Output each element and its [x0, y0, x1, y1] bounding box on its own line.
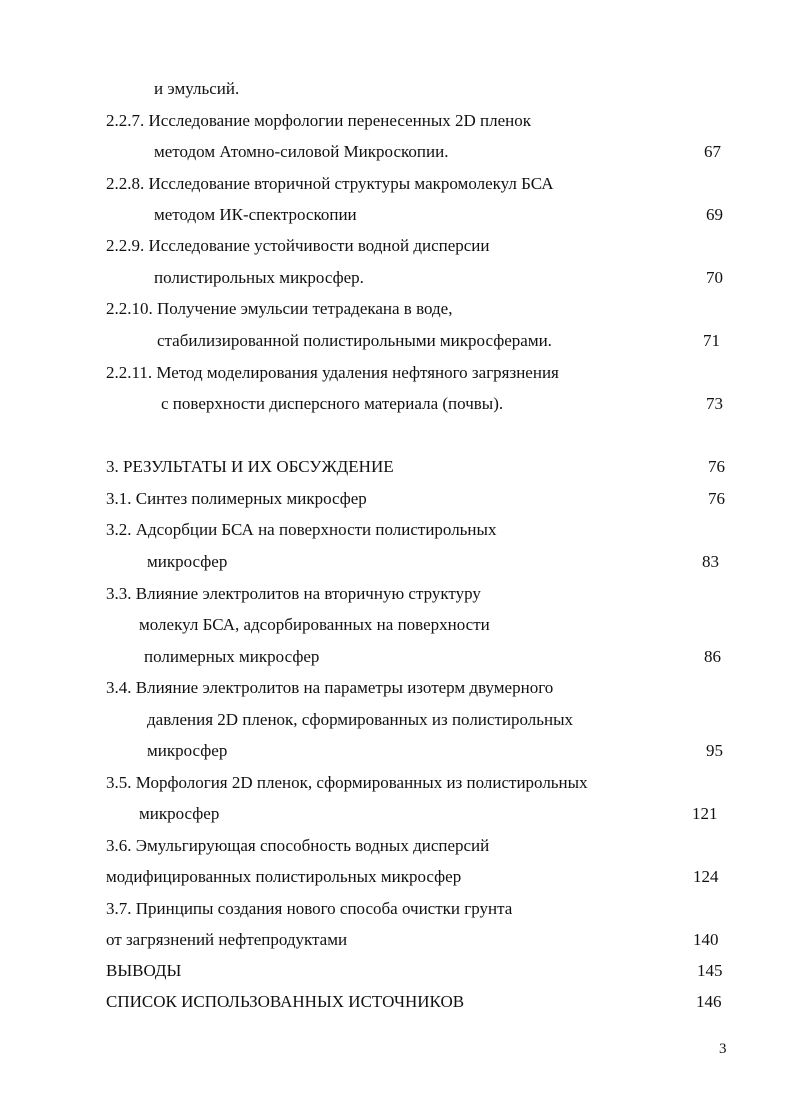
toc-entry-3-6-title: 3.6. Эмульгирующая способность водных дисперсий: [106, 836, 490, 855]
toc-entry-3-2-title: 3.2. Адсорбции БСА на поверхности полистирольных: [106, 520, 497, 539]
toc-entry-3-2-page: 83: [702, 552, 719, 571]
toc-entry-2-2-10-page: 71: [703, 331, 720, 350]
toc-entry-3-4-page: 95: [706, 741, 723, 760]
toc-entry-3-3-title-cont2: полимерных микросфер: [144, 647, 320, 666]
toc-entry-3-2-title-cont: микросфер: [147, 552, 228, 571]
toc-entry-3-7-page: 140: [693, 930, 719, 949]
toc-entry-3-3-page: 86: [704, 647, 721, 666]
toc-conclusions-title: ВЫВОДЫ: [106, 961, 182, 980]
toc-entry-2-2-8-title: 2.2.8. Исследование вторичной структуры макромолекул БСА: [106, 174, 554, 193]
toc-entry-2-2-9-page: 70: [706, 268, 723, 287]
toc-entry-2-2-8-page: 69: [706, 205, 723, 224]
toc-entry-3-4-title-cont: давления 2D пленок, сформированных из полистирольных: [147, 710, 574, 729]
toc-entry-2-2-11-title: 2.2.11. Метод моделирования удаления нефтяного загрязнения: [106, 363, 559, 382]
toc-entry-3-5-title: 3.5. Морфология 2D пленок, сформированных из полистирольных: [106, 773, 588, 792]
toc-entry-2-2-11-page: 73: [706, 394, 723, 413]
toc-entry-3-7-title: 3.7. Принципы создания нового способа очистки грунта: [106, 899, 513, 918]
toc-section-3-title: 3. РЕЗУЛЬТАТЫ И ИХ ОБСУЖДЕНИЕ: [106, 457, 394, 476]
toc-entry-3-6-page: 124: [693, 867, 719, 886]
toc-entry-2-2-7-page: 67: [704, 142, 721, 161]
toc-entry-2-2-10-title: 2.2.10. Получение эмульсии тетрадекана в воде,: [106, 299, 453, 318]
toc-entry-3-6-title-cont: модифицированных полистирольных микросфер: [106, 867, 462, 886]
toc-conclusions-page: 145: [697, 961, 723, 980]
toc-entry-continuation-text: и эмульсий.: [154, 79, 240, 98]
toc-references-page: 146: [696, 992, 722, 1011]
toc-entry-2-2-9-title-cont: полистирольных микросфер.: [154, 268, 364, 287]
toc-section-3-page: 76: [708, 457, 725, 476]
toc-entry-2-2-9-title: 2.2.9. Исследование устойчивости водной дисперсии: [106, 236, 490, 255]
toc-entry-3-5-page: 121: [692, 804, 718, 823]
toc-entry-2-2-10-title-cont: стабилизированной полистирольными микросферами.: [157, 331, 552, 350]
toc-entry-3-5-title-cont: микросфер: [139, 804, 220, 823]
toc-references-title: СПИСОК ИСПОЛЬЗОВАННЫХ ИСТОЧНИКОВ: [106, 992, 465, 1011]
toc-entry-3-4-title-cont2: микросфер: [147, 741, 228, 760]
toc-entry-3-7-title-cont: от загрязнений нефтепродуктами: [106, 930, 348, 949]
toc-entry-3-1-page: 76: [708, 489, 725, 508]
toc-entry-2-2-8-title-cont: методом ИК-спектроскопии: [154, 205, 357, 224]
page-number: 3: [719, 1041, 727, 1057]
toc-entry-2-2-11-title-cont: с поверхности дисперсного материала (почвы).: [161, 394, 504, 413]
toc-entry-2-2-7-title: 2.2.7. Исследование морфологии перенесенных 2D пленок: [106, 111, 532, 130]
toc-entry-3-1-title: 3.1. Синтез полимерных микросфер: [106, 489, 367, 508]
toc-entry-3-3-title-cont: молекул БСА, адсорбированных на поверхности: [139, 615, 490, 634]
toc-entry-2-2-7-title-cont: методом Атомно-силовой Микроскопии.: [154, 142, 449, 161]
toc-entry-3-4-title: 3.4. Влияние электролитов на параметры изотерм двумерного: [106, 678, 554, 697]
toc-entry-3-3-title: 3.3. Влияние электролитов на вторичную структуру: [106, 584, 481, 603]
